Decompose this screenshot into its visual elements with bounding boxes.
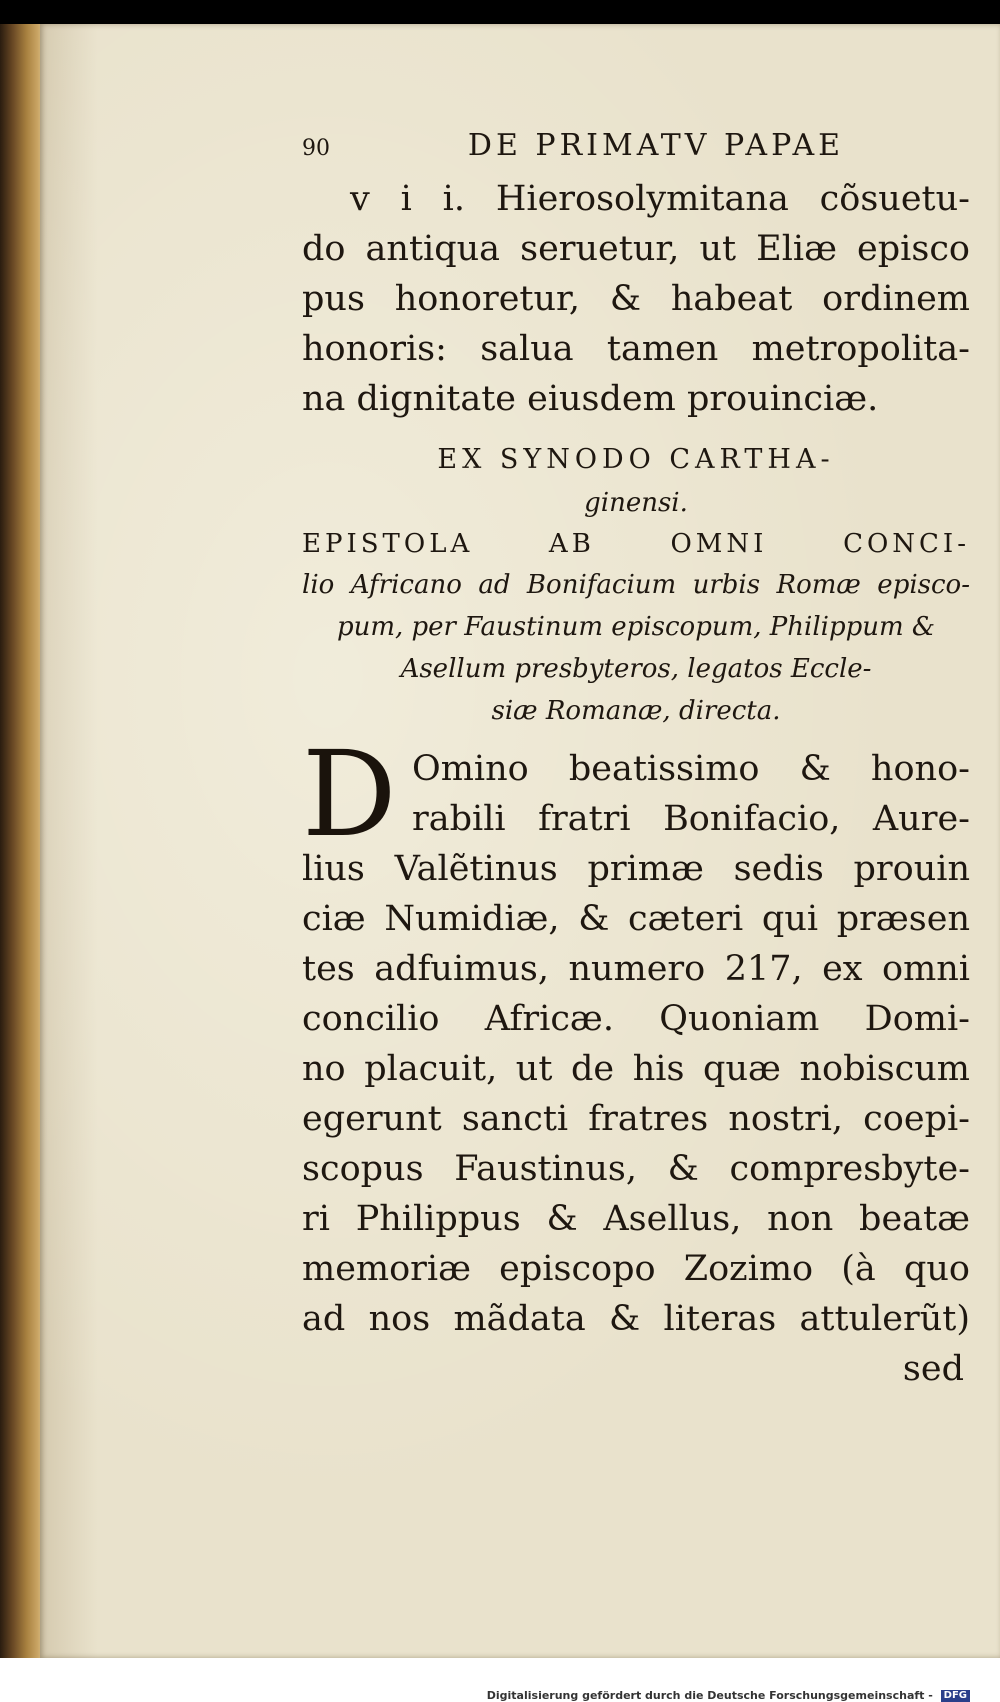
text-line: egerunt sancti fratres nostri, coepi- bbox=[302, 1099, 970, 1139]
text-line: ad nos mãdata & literas attulerũt) bbox=[302, 1299, 970, 1339]
text-line: ri Philippus & Asellus, non beatæ bbox=[302, 1199, 970, 1239]
text-line: rabili fratri Bonifacio, Aure- bbox=[412, 799, 970, 839]
running-title: DE PRIMATV PAPAE bbox=[467, 128, 845, 163]
epistola-heading: EPISTOLA AB OMNI CONCI- bbox=[302, 529, 970, 559]
letter-body bbox=[302, 725, 970, 1394]
footer-credit-text: Digitalisierung gefördert durch die Deutsche Forschungsgemeinschaft - bbox=[486, 1689, 933, 1702]
epistola-heading-line: siæ Romanæ, directa. bbox=[491, 696, 781, 726]
epistola-heading-line: lio Africano ad Bonifacium urbis Romæ episco- bbox=[302, 570, 970, 600]
text-line: ciæ Numidiæ, & cæteri qui præsen bbox=[302, 899, 970, 939]
text-line: na dignitate eiusdem prouinciæ. bbox=[302, 379, 879, 419]
text-line: lius Valẽtinus primæ sedis prouin bbox=[302, 849, 970, 889]
canon-vii bbox=[302, 174, 970, 424]
footer-credit bbox=[487, 1689, 970, 1702]
text-line: Omino beatissimo & hono- bbox=[412, 749, 970, 789]
drop-cap: D bbox=[302, 725, 397, 863]
text-line: tes adfuimus, numero 217, ex omni bbox=[302, 949, 970, 989]
text-line: v i i. Hierosolymitana cõsuetu- bbox=[350, 179, 970, 219]
dfg-logo-icon: DFG bbox=[941, 1690, 970, 1702]
book-spine bbox=[0, 24, 44, 1662]
text-block bbox=[302, 128, 970, 1394]
synod-heading: EX SYNODO CARTHA- bbox=[437, 444, 835, 475]
catchword: sed bbox=[902, 1349, 964, 1389]
page-number: 90 bbox=[302, 136, 330, 161]
synod-heading-italic: ginensi. bbox=[584, 488, 688, 518]
text-line: scopus Faustinus, & compresbyte- bbox=[302, 1149, 970, 1189]
running-head bbox=[302, 128, 970, 174]
text-line: memoriæ episcopo Zozimo (à quo bbox=[302, 1249, 970, 1289]
text-line: concilio Africæ. Quoniam Domi- bbox=[302, 999, 970, 1039]
text-line: do antiqua seruetur, ut Eliæ episco bbox=[302, 229, 970, 269]
text-line: honoris: salua tamen metropolita- bbox=[302, 329, 970, 369]
text-line: no placuit, ut de his quæ nobiscum bbox=[302, 1049, 970, 1089]
epistola-heading-line: Asellum presbyteros, legatos Eccle- bbox=[400, 654, 872, 684]
epistola-heading-line: pum, per Faustinum episcopum, Philippum & bbox=[336, 612, 936, 642]
text-line: pus honoretur, & habeat ordinem bbox=[302, 279, 970, 319]
